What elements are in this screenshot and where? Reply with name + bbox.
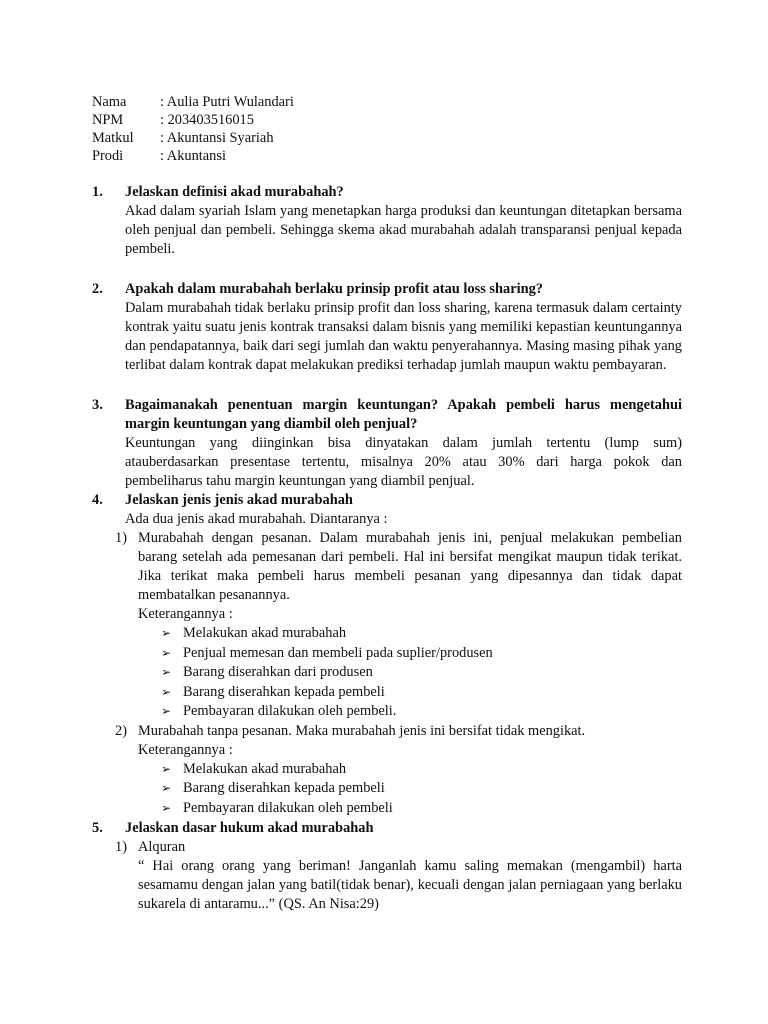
sub-item-text: Murabahah tanpa pesanan. Maka murabahah jenis ini bersifat tidak mengikat. (138, 722, 586, 739)
identity-value: : 203403516015 (160, 112, 254, 128)
arrowhead-bullet-icon: ➢ (161, 665, 172, 679)
arrowhead-bullet-icon: ➢ (161, 684, 172, 699)
list-item (161, 779, 682, 799)
answer-intro (125, 510, 682, 529)
list-item (161, 624, 682, 644)
list-item-text: Penjual memesan dan membeli pada suplier/produsen (183, 644, 493, 661)
answer-paragraph: Keuntungan yang diinginkan bisa dinyatakan dalam jumlah tertentu (lump sum) atauberdasarkan presentase tertentu, misalnya 20% atau 30% dari harga pokok dan pembeliharus tahu margin keuntungan yang diambil penjual. (125, 435, 682, 489)
arrowhead-bullet-icon: ➢ (161, 704, 172, 718)
arrowhead-bullet-icon: ➢ (161, 800, 172, 815)
question-title: Jelaskan jenis jenis akad murabahah (125, 492, 353, 508)
question-2 (92, 280, 682, 375)
bullet-list (138, 760, 682, 819)
question-1 (92, 183, 682, 259)
question-number: 1. (92, 184, 103, 200)
list-item (161, 702, 682, 722)
sub-item-heading: Alquran (138, 839, 186, 855)
sub-item-1 (115, 529, 682, 722)
identity-value: : Akuntansi Syariah (160, 130, 274, 146)
sub-item-number: 2) (115, 722, 127, 739)
sub-item-number: 1) (115, 839, 127, 855)
list-item-text: Pembayaran dilakukan oleh pembeli. (183, 703, 397, 719)
sub-item-1 (115, 838, 682, 914)
identity-row-name (92, 93, 294, 111)
list-item-text: Barang diserahkan kepada pembeli (183, 683, 385, 700)
question-title: Jelaskan dasar hukum akad murabahah (125, 820, 374, 836)
question-number: 2. (92, 281, 103, 297)
answer-text (125, 202, 682, 259)
quote-text: “ Hai orang orang yang beriman! Janganlah kamu saling memakan (mengambil) harta sesamamu dengan jalan yang batil(tidak benar), kecuali dengan jalan perniagaan yang berlaku sukarela di antaramu...” (QS. An Nisa:29) (138, 858, 682, 912)
list-item (161, 663, 682, 683)
question-heading (92, 819, 682, 838)
answer-text (125, 434, 682, 491)
sub-item-2 (115, 722, 682, 819)
question-3 (92, 396, 682, 491)
identity-row-course (92, 129, 294, 147)
arrowhead-bullet-icon: ➢ (161, 645, 172, 660)
sub-item-note: Keterangannya : (138, 606, 233, 622)
answer-paragraph: Akad dalam syariah Islam yang menetapkan harga produksi dan keuntungan ditetapkan bersama oleh penjual dan pembeli. Sehingga skema akad murabahah adalah transparansi penjual kepada pembeli. (125, 203, 682, 257)
list-item-text: Melakukan akad murabahah (183, 625, 347, 641)
answer-paragraph: Dalam murabahah tidak berlaku prinsip profit dan loss sharing, karena termasuk dalam certainty kontrak yaitu suatu jenis kontrak transaksi dalam bisnis yang memiliki kepastian keuntungannya dan pendapatannya, baik dari segi jumlah dan waktu penyerahannya. Masing masing pihak yang terlibat dalam kontrak dapat melakukan prediksi terhadap jumlah maupun waktu pembayaran. (125, 300, 682, 373)
list-item-text: Melakukan akad murabahah (183, 760, 347, 777)
identity-label: Matkul (92, 130, 134, 146)
question-title: Bagaimanakah penentuan margin keuntungan? Apakah pembeli harus mengetahui margin keuntungan yang diambil oleh penjual? (125, 397, 682, 432)
identity-row-program (92, 147, 294, 165)
question-title: Jelaskan definisi akad murabahah? (125, 184, 344, 200)
identity-value: : Aulia Putri Wulandari (160, 94, 294, 110)
student-identity (92, 93, 294, 165)
identity-label: Prodi (92, 148, 124, 164)
sub-item-body (138, 529, 682, 722)
question-heading (92, 491, 682, 510)
question-5 (92, 819, 682, 914)
list-item (161, 644, 682, 664)
question-number: 3. (92, 397, 103, 413)
arrowhead-bullet-icon: ➢ (161, 626, 172, 640)
question-4 (92, 491, 682, 818)
list-item-text: Barang diserahkan kepada pembeli (183, 780, 385, 796)
list-item-text: Barang diserahkan dari produsen (183, 664, 373, 680)
sub-item-note: Keterangannya : (138, 741, 233, 758)
question-title: Apakah dalam murabahah berlaku prinsip profit atau loss sharing? (125, 281, 543, 297)
answer-paragraph: Ada dua jenis akad murabahah. Diantaranya : (125, 511, 388, 527)
question-number: 5. (92, 820, 103, 836)
identity-value: : Akuntansi (160, 148, 226, 164)
sub-item-text: Murabahah dengan pesanan. Dalam murabahah jenis ini, penjual melakukan pembelian barang setelah ada pemesanan dari pembeli. Hal ini bersifat mengikat maupun tidak terikat. Jika terikat maka pembeli harus membeli pesanan yang dipesannya dan tidak dapat membatalkan pesanannya. (138, 530, 682, 603)
question-heading (92, 183, 682, 202)
list-item (161, 760, 682, 780)
answer-text (125, 299, 682, 375)
sub-item-body (138, 838, 682, 914)
list-item (161, 799, 682, 819)
question-heading (92, 396, 682, 434)
question-number: 4. (92, 492, 103, 508)
arrowhead-bullet-icon: ➢ (161, 761, 172, 776)
question-heading (92, 280, 682, 299)
bullet-list (138, 624, 682, 722)
sub-item-body (138, 722, 682, 819)
list-item (161, 683, 682, 703)
identity-label: NPM (92, 112, 124, 128)
identity-row-npm (92, 111, 294, 129)
list-item-text: Pembayaran dilakukan oleh pembeli (183, 799, 393, 816)
arrowhead-bullet-icon: ➢ (161, 781, 172, 795)
sub-item-number: 1) (115, 530, 127, 546)
identity-label: Nama (92, 94, 127, 110)
